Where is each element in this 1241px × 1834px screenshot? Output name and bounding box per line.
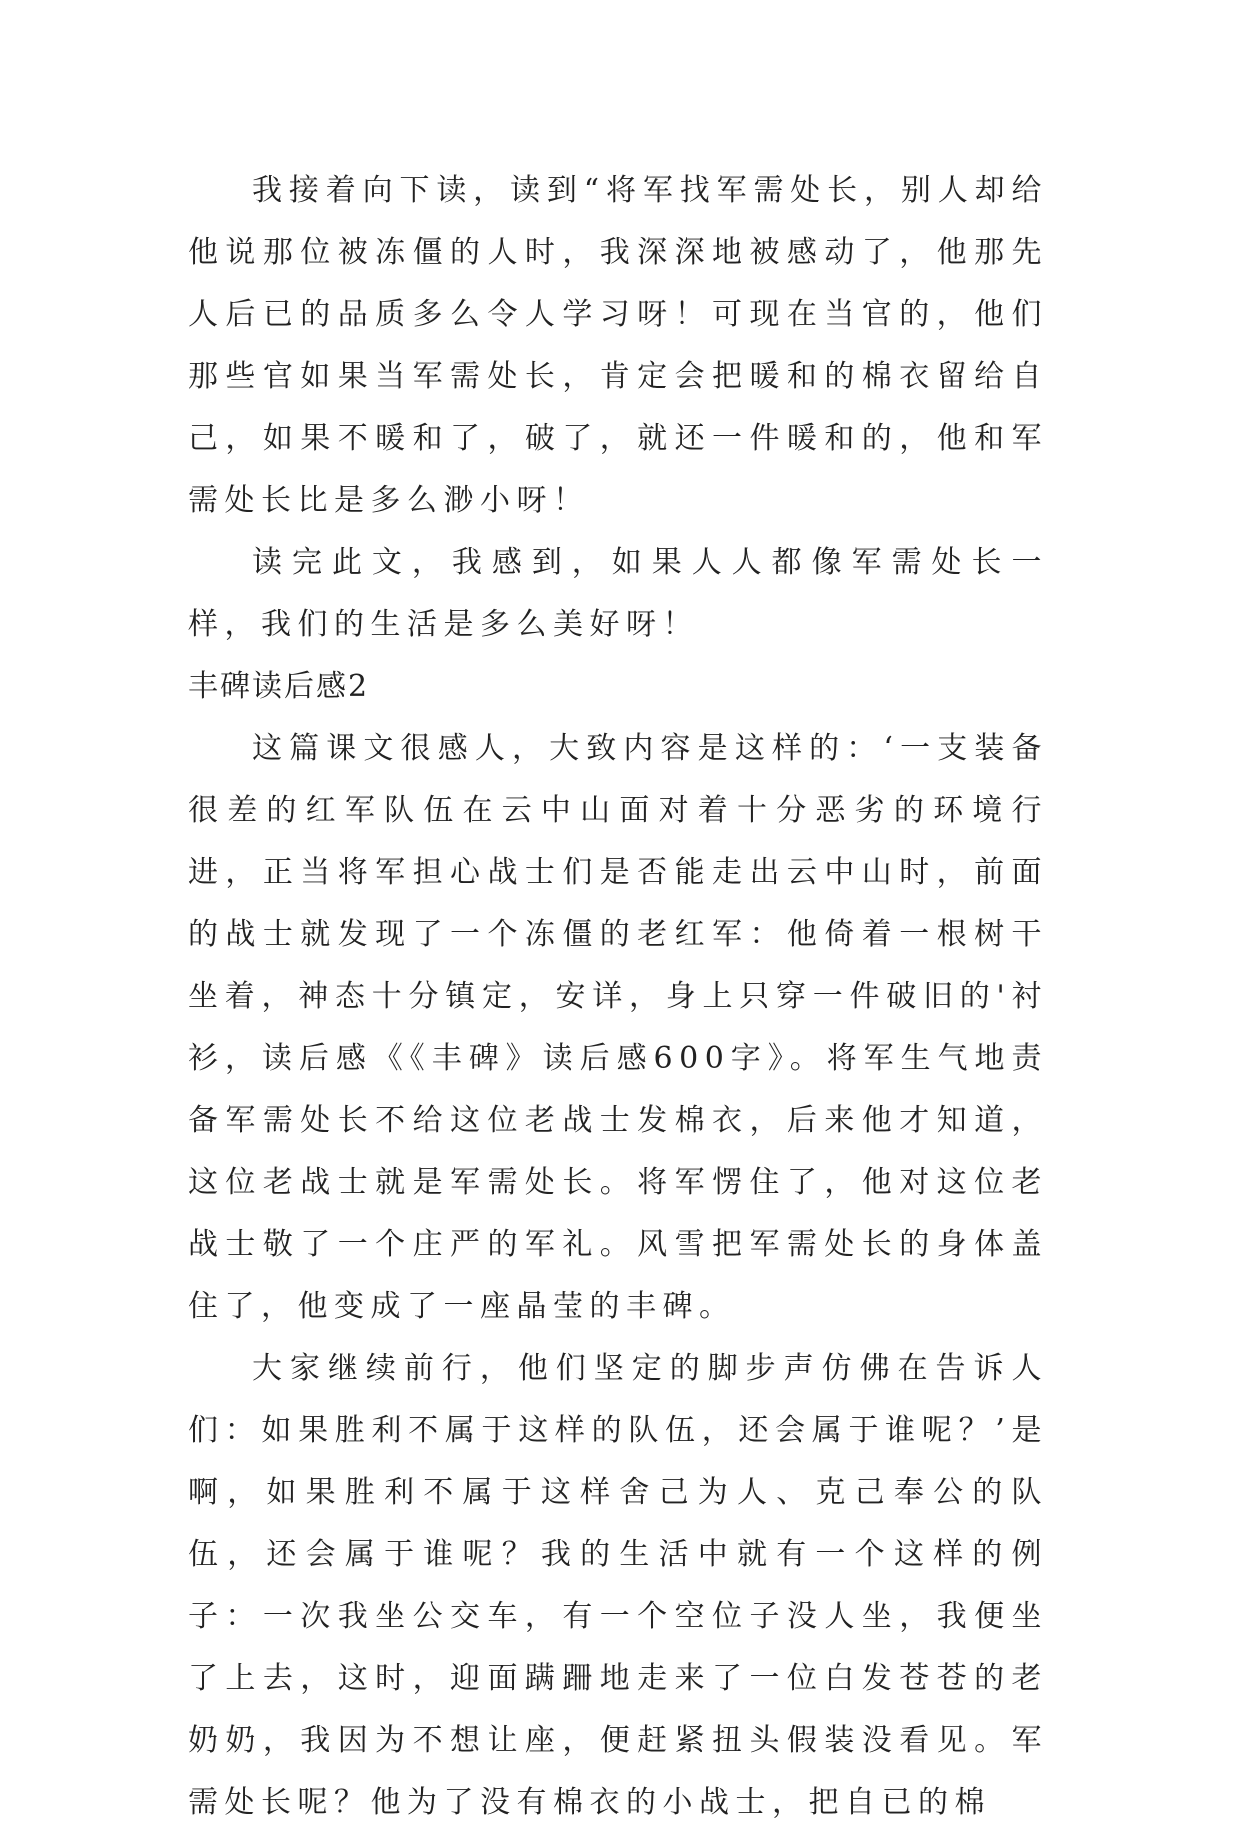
document-body (188, 160, 1048, 1834)
paragraph-story-summary: 这篇课文很感人，大致内容是这样的：‘一支装备很差的红军队伍在云中山面对着十分恶劣的环境行进，正当将军担心战士们是否能走出云中山时，前面的战士就发现了一个冻僵的老红军：他倚着一根树干坐着，神态十分镇定，安详，身上只穿一件破旧的'衬衫，读后感《《丰碑》读后感600字》。将军生气地责备军需处长不给这位老战士发棉衣，后来他才知道，这位老战士就是军需处长。将军愣住了，他对这位老战士敬了一个庄严的军礼。风雪把军需处长的身体盖住了，他变成了一座晶莹的丰碑。 (188, 731, 1048, 1324)
paragraph-conclusion: 读完此文，我感到，如果人人都像军需处长一样，我们的生活是多么美好呀！ (188, 545, 1048, 642)
paragraph-reading-continued: 我接着向下读，读到“将军找军需处长，别人却给他说那位被冻僵的人时，我深深地被感动了，他那先人后已的品质多么令人学习呀！可现在当官的，他们那些官如果当军需处长，肯定会把暖和的棉衣留给自己，如果不暖和了，破了，就还一件暖和的，他和军需处长比是多么渺小呀！ (188, 173, 1048, 518)
section-title: 丰碑读后感2 (188, 669, 370, 704)
paragraph-reflection: 大家继续前行，他们坚定的脚步声仿佛在告诉人们：如果胜利不属于这样的队伍，还会属于谁呢？’是啊，如果胜利不属于这样舍己为人、克己奉公的队伍，还会属于谁呢？我的生活中就有一个这样的例子：一次我坐公交车，有一个空位子没人坐，我便坐了上去，这时，迎面蹒跚地走来了一位白发苍苍的老奶奶，我因为不想让座，便赶紧扭头假装没看见。军需处长呢？他为了没有棉衣的小战士，把自已的棉 (188, 1351, 1048, 1820)
